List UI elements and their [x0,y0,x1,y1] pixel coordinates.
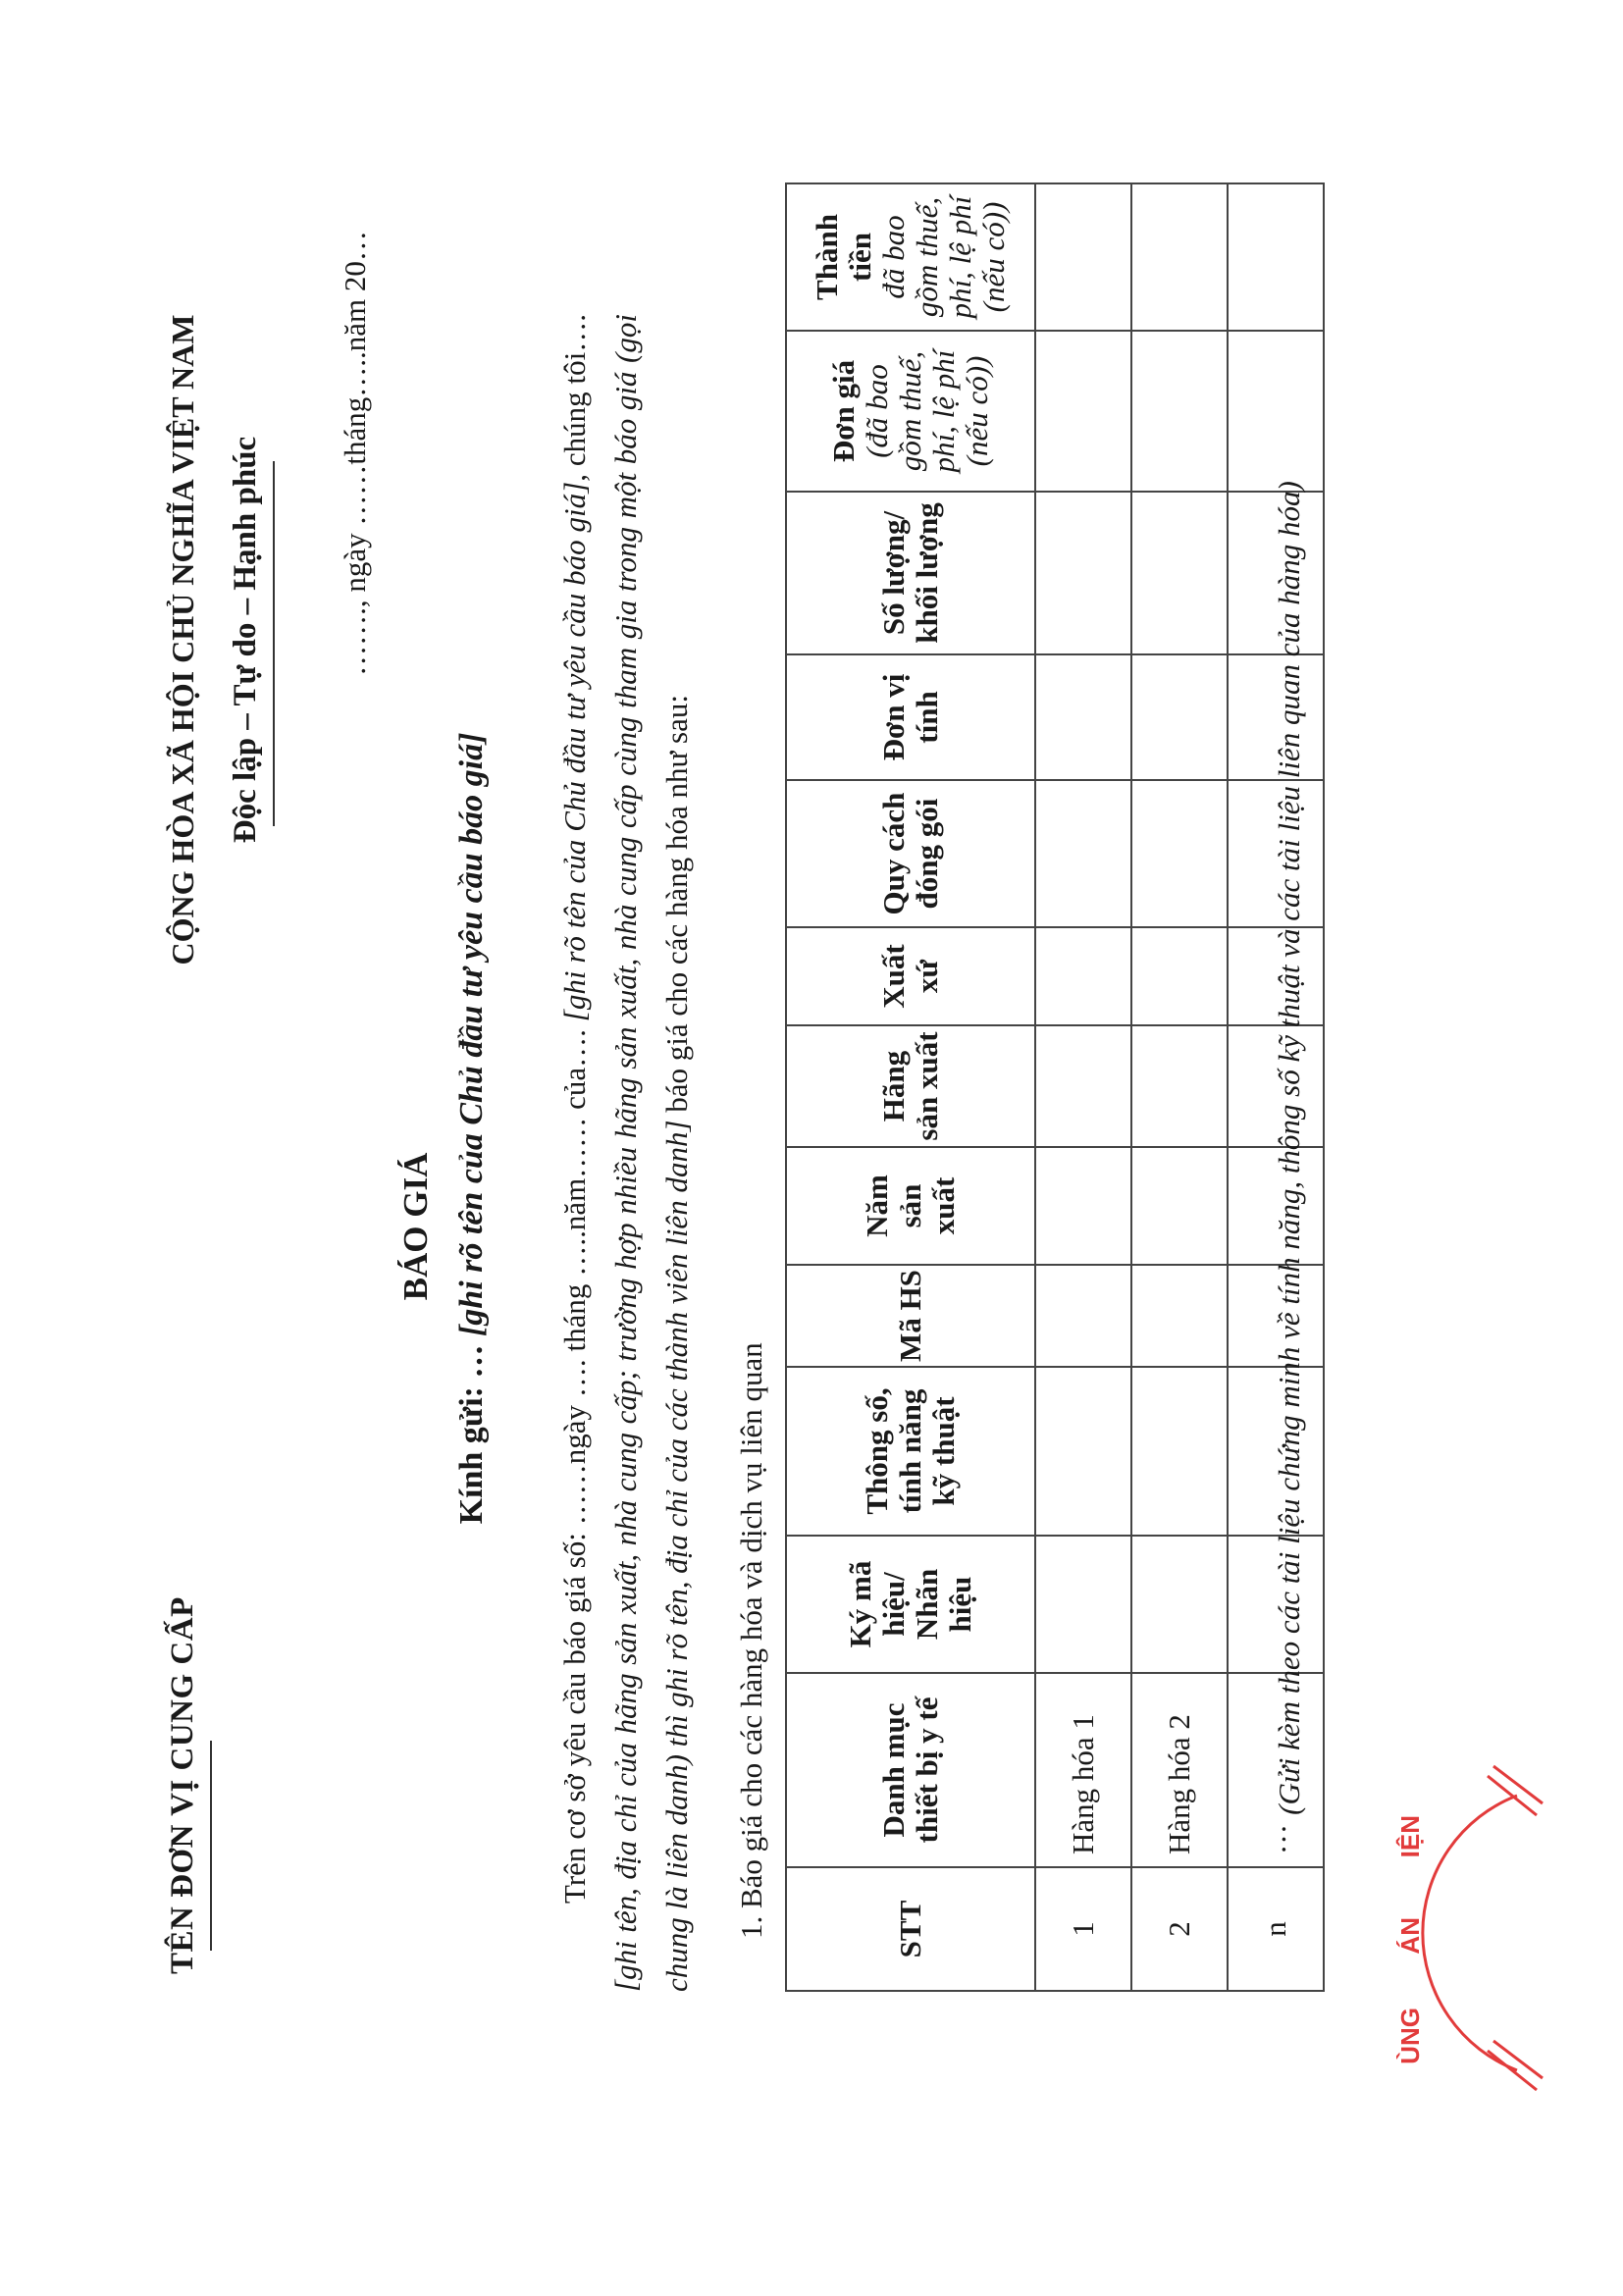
table-header-row [786,183,1035,1991]
don-gia-note: (đã bao gồm thuế, phí, lệ phí (nếu có)) [860,349,994,473]
stamp-text-3: ÙNG [1395,2008,1425,2064]
stamp-arc [1423,1796,1517,2070]
para-text-3: báo giá cho các hàng hóa như sau: [659,695,694,1121]
table-row [1131,183,1228,1991]
document-title: BÁO GIÁ [396,1152,435,1301]
motto: Độc lập – Tự do – Hạnh phúc [228,436,263,844]
table-cell [1131,1367,1228,1536]
table-cell [1035,492,1131,654]
table-cell [1035,331,1131,492]
table-cell [1131,654,1228,780]
col-header-danh-muc: Danh mục thiết bị y tế [786,1673,1035,1867]
supplier-name: TÊN ĐƠN VỊ CUNG CẤP [165,1596,200,1974]
col-header-don-gia [786,331,1035,492]
table-cell [1035,1147,1131,1265]
para-text-2: , chúng tôi…. [557,314,592,482]
addressee [453,432,491,1825]
table-cell [1131,183,1228,331]
stamp-slash-right [1488,1766,1543,1815]
row-item-name: Hàng hóa 2 [1131,1673,1228,1867]
table-cell [1035,1265,1131,1367]
table-cell [1035,183,1131,331]
table-cell [1131,331,1228,492]
supplier-underline [210,1741,212,1951]
col-header-nam-sx: Năm sản xuất [786,1147,1035,1265]
table-cell [1035,780,1131,927]
quotation-table [785,183,1325,1992]
red-stamp [1291,1756,1546,2110]
table-cell [1131,492,1228,654]
addressee-placeholder: [ghi rõ tên của Chủ đầu tư yêu cầu báo giá] [453,732,490,1337]
table-cell [1131,780,1228,927]
addressee-prefix: Kính gửi: … [453,1336,490,1525]
table-cell [1035,927,1131,1025]
col-header-thong-so: Thông số, tính năng kỹ thuật [786,1367,1035,1536]
stamp-text-1: IỆN [1395,1815,1425,1858]
table-cell [1035,1025,1131,1147]
row-stt: 1 [1035,1867,1131,1991]
table-cell [1035,654,1131,780]
row-item-name: … [1228,1673,1324,1867]
stamp-graphic [1291,1756,1546,2110]
table-cell [1131,1536,1228,1673]
don-gia-label: Đơn giá [826,359,861,463]
row-stt: n [1228,1867,1324,1991]
nation-title: CỘNG HÒA XÃ HỘI CHỦ NGHĨA VIỆT NAM [165,314,200,965]
col-header-stt: STT [786,1867,1035,1991]
row-item-name: Hàng hóa 1 [1035,1673,1131,1867]
table-row [1035,183,1131,1991]
table-cell [1131,1147,1228,1265]
thanh-tien-note: đã bao gồm thuế, phí, lệ phí (nếu có)) [876,195,1011,319]
col-header-so-luong: Số lượng/ khối lượng [786,492,1035,654]
col-header-hang-sx: Hãng sản xuất [786,1025,1035,1147]
col-header-don-vi: Đơn vị tính [786,654,1035,780]
para-text-1: Trên cơ sở yêu cầu báo giá số: ……ngày …. tháng …..năm…… của…. [557,1021,592,1904]
motto-underline [273,461,275,826]
table-cell [1035,1536,1131,1673]
date-line: ……., ngày ……tháng…..năm 20… [338,231,372,676]
col-header-xuat-xu: Xuất xứ [786,927,1035,1025]
intro-paragraph [550,314,703,1992]
thanh-tien-label: Thành tiền [810,214,877,300]
col-header-ma-hs: Mã HS [786,1265,1035,1367]
para-italic-1: [ghi rõ tên của Chủ đầu tư yêu cầu báo giá] [557,481,592,1022]
para-italic-2: [ghi tên, địa chỉ của hãng sản xuất, nhà cung cấp; trường hợp nhiều hãng sản xuất, nhà cung cấp cùng tham gia trong một báo giá (gọi chung là liên danh) thì ghi rõ tên, địa chỉ của các thành viên liên danh] [608,314,694,1992]
col-header-ky-ma: Ký mã hiệu/ Nhãn hiệu [786,1536,1035,1673]
section-1-heading: 1. Báo giá cho các hàng hóa và dịch vụ liên quan [734,1342,768,1939]
table-cell [1035,1367,1131,1536]
stamp-slash-left [1488,2041,1543,2090]
row-stt: 2 [1131,1867,1228,1991]
col-header-quy-cach: Quy cách đóng gói [786,780,1035,927]
table-cell [1131,1265,1228,1367]
stamp-text-2: ÁN [1395,1917,1425,1955]
col-header-thanh-tien [786,183,1035,331]
footnote: (Gửi kèm theo các tài liệu chứng minh về tính năng, thông số kỹ thuật và các tài liệu liên quan của hàng hóa) [1272,481,1306,1815]
table-cell [1131,1025,1228,1147]
table-cell [1131,927,1228,1025]
